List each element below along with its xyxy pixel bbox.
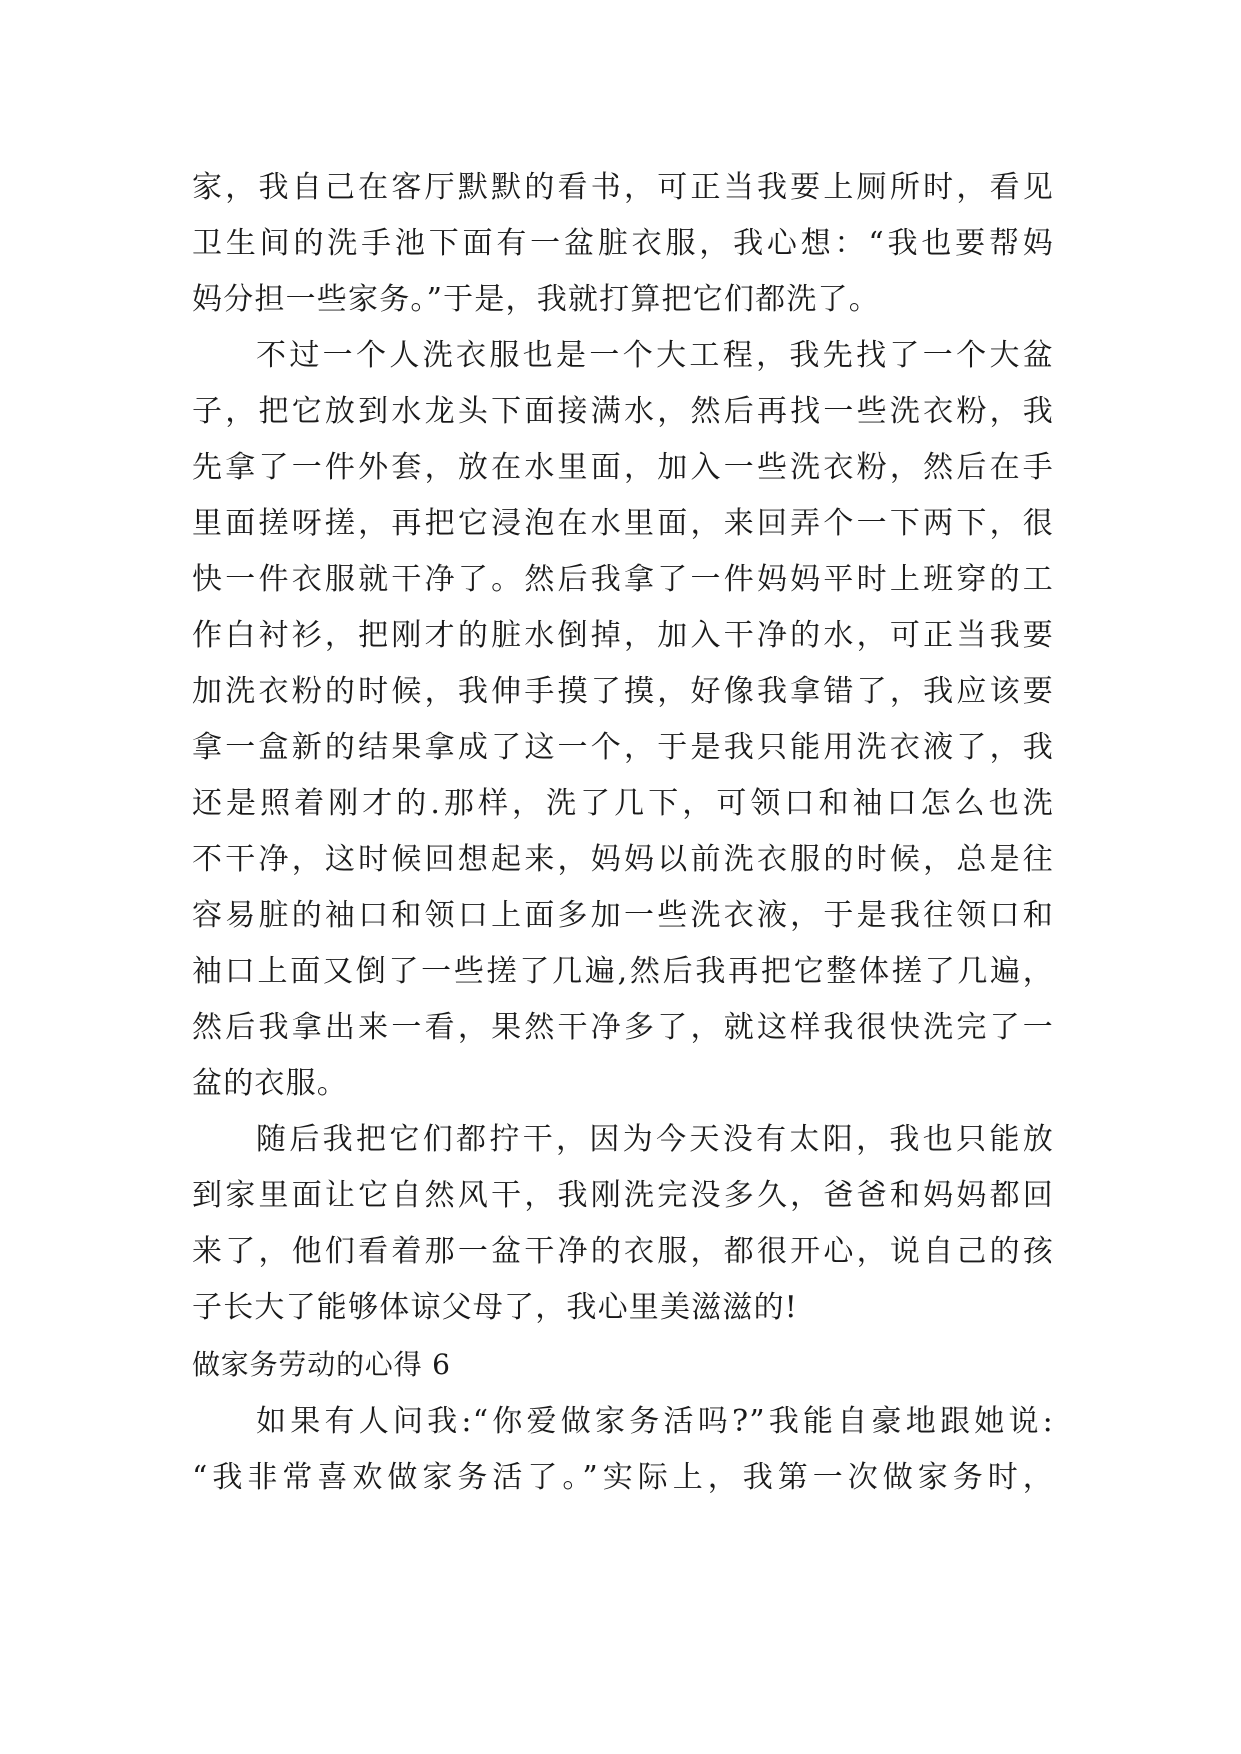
paragraph (192, 160, 1054, 328)
text-line: 里面搓呀搓，再把它浸泡在水里面，来回弄个一下两下，很 (192, 506, 1054, 541)
text-line: 如果有人问我:“你爱做家务活吗?”我能自豪地跟她说: (256, 1404, 1054, 1439)
text-line: 妈分担一些家务。”于是，我就打算把它们都洗了。 (192, 282, 880, 317)
text-line: 加洗衣粉的时候，我伸手摸了摸，好像我拿错了，我应该要 (192, 674, 1054, 709)
text-line: 到家里面让它自然风干，我刚洗完没多久，爸爸和妈妈都回 (192, 1178, 1054, 1213)
text-line: 还是照着刚才的.那样，洗了几下，可领口和袖口怎么也洗 (192, 786, 1054, 821)
text-line: 卫生间的洗手池下面有一盆脏衣服，我心想：“我也要帮妈 (192, 226, 1054, 261)
text-line: 不干净，这时候回想起来，妈妈以前洗衣服的时候，总是往 (192, 842, 1054, 877)
text-line: “我非常喜欢做家务活了。”实际上，我第一次做家务时， (192, 1460, 1054, 1495)
paragraph (192, 1394, 1054, 1506)
text-line: 先拿了一件外套，放在水里面，加入一些洗衣粉，然后在手 (192, 450, 1054, 485)
text-line: 盆的衣服。 (192, 1066, 348, 1101)
text-line: 随后我把它们都拧干，因为今天没有太阳，我也只能放 (256, 1122, 1054, 1157)
text-line: 容易脏的袖口和领口上面多加一些洗衣液，于是我往领口和 (192, 898, 1054, 933)
text-line: 家，我自己在客厅默默的看书，可正当我要上厕所时，看见 (192, 170, 1054, 205)
text-line: 袖口上面又倒了一些搓了几遍,然后我再把它整体搓了几遍， (192, 954, 1054, 989)
document-body (192, 160, 1054, 1506)
text-line: 快一件衣服就干净了。然后我拿了一件妈妈平时上班穿的工 (192, 562, 1054, 597)
text-line: 不过一个人洗衣服也是一个大工程，我先找了一个大盆 (256, 338, 1054, 373)
text-line: 子长大了能够体谅父母了，我心里美滋滋的! (192, 1290, 799, 1325)
paragraph (192, 1112, 1054, 1336)
paragraph (192, 328, 1054, 1112)
section-heading: 做家务劳动的心得 6 (192, 1348, 451, 1381)
text-line: 作白衬衫，把刚才的脏水倒掉，加入干净的水，可正当我要 (192, 618, 1054, 653)
text-line: 子，把它放到水龙头下面接满水，然后再找一些洗衣粉，我 (192, 394, 1054, 429)
text-line: 然后我拿出来一看，果然干净多了，就这样我很快洗完了一 (192, 1010, 1054, 1045)
text-line: 来了，他们看着那一盆干净的衣服，都很开心，说自己的孩 (192, 1234, 1054, 1269)
text-line: 拿一盒新的结果拿成了这一个，于是我只能用洗衣液了，我 (192, 730, 1054, 765)
